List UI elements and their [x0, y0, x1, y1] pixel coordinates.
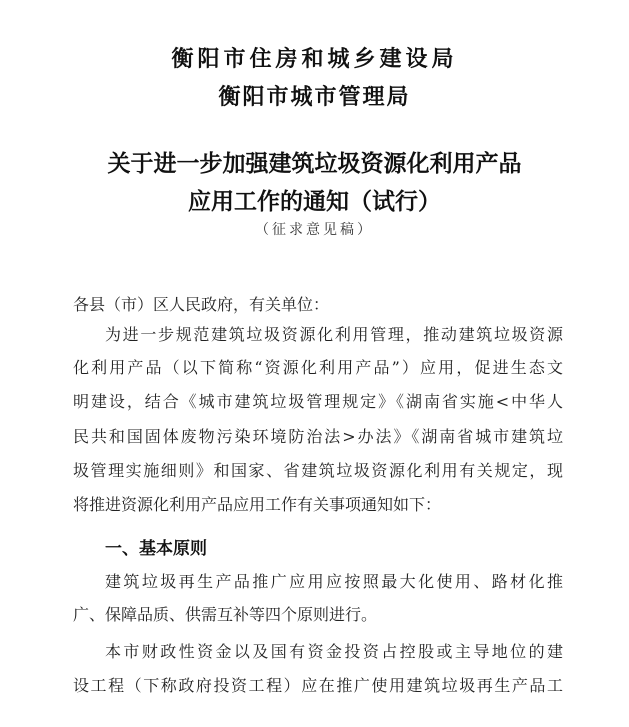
notice-title-line-1: 关于进一步加强建筑垃圾资源化利用产品 [107, 150, 522, 177]
paragraph-3-line: 设工程（下称政府投资工程）应在推广使用建筑垃圾再生产品工 [73, 676, 563, 695]
salutation: 各县（市）区人民政府，有关单位： [73, 295, 330, 314]
paragraph-2-line: 建筑垃圾再生产品推广应用应按照最大化使用、路材化推 [105, 572, 563, 591]
paragraph-3-line: 本市财政性资金以及国有资金投资占控股或主导地位的建 [105, 642, 563, 661]
agency-name-city-management: 衡阳市城市管理局 [218, 85, 411, 110]
paragraph-1-line: 明建设，结合《城市建筑垃圾管理规定》《湖南省实施<中华人 [73, 392, 563, 411]
paragraph-1-line: 圾管理实施细则》和国家、省建筑垃圾资源化利用有关规定，现 [73, 461, 563, 480]
agency-name-housing: 衡阳市住房和城乡建设局 [171, 47, 458, 72]
paragraph-1-line: 化利用产品（以下简称“资源化利用产品”）应用，促进生态文 [73, 358, 563, 377]
section-heading-principles: 一、基本原则 [105, 539, 207, 559]
paragraph-1-line: 将推进资源化利用产品应用工作有关事项通知如下： [73, 495, 442, 514]
paragraph-2-line: 广、保障品质、供需互补等四个原则进行。 [73, 605, 378, 624]
paragraph-1-line: 民共和国固体废物污染环境防治法>办法》《湖南省城市建筑垃 [73, 427, 563, 446]
draft-subtitle: （征求意见稿） [255, 222, 374, 238]
notice-title-line-2: 应用工作的通知（试行） [188, 188, 441, 215]
paragraph-1-line: 为进一步规范建筑垃圾资源化利用管理，推动建筑垃圾资源 [105, 325, 563, 344]
